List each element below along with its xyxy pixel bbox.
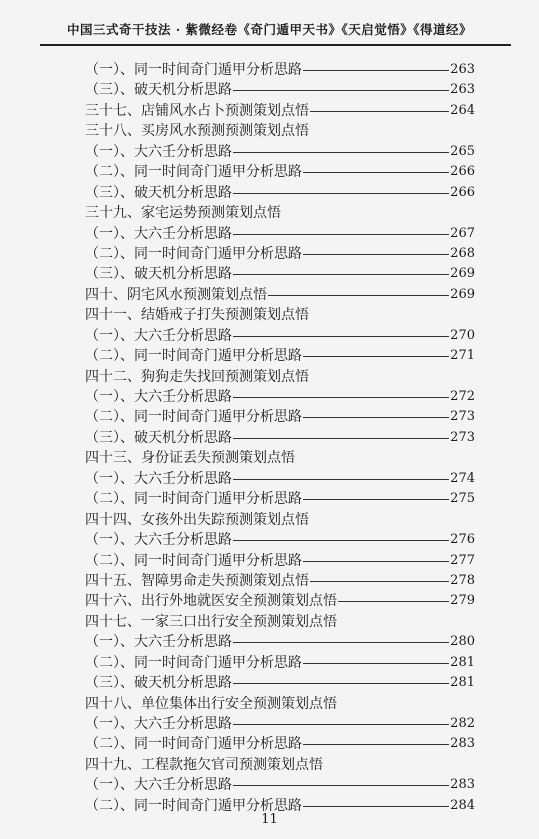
toc-entry-label: （三）、破天机分析思路 [85,429,232,446]
toc-entry-page: 283 [450,736,475,752]
toc-section-entry [85,632,475,652]
toc-entry-label: 四十九、工程款拖欠官司预测策划点悟 [85,756,323,773]
toc-entry-label: 三十九、家宅运势预测策划点悟 [85,205,281,222]
toc-entry-label: （三）、破天机分析思路 [85,82,232,99]
toc-section-entry [85,551,475,571]
toc-chapter-entry [85,121,475,141]
toc-leader-line [303,417,449,418]
toc-entry-label: 四十四、女孩外出失踪预测策划点悟 [85,511,309,528]
toc-leader-line [233,479,449,480]
toc-entry-label: 四十七、一家三口出行安全预测策划点悟 [85,613,337,630]
toc-leader-line [233,90,449,91]
toc-entry-page: 268 [450,245,475,261]
toc-chapter-entry [85,612,475,632]
toc-entry-page: 284 [450,797,475,813]
toc-section-entry [85,407,475,427]
running-header: 中国三式奇干技法 · 紫微经卷《奇门遁甲天书》《天启觉悟》《得道经》 [66,22,473,37]
toc-leader-line [233,234,449,235]
toc-chapter-entry [85,305,475,325]
toc-chapter-entry [85,101,475,121]
toc-leader-line [233,724,449,725]
toc-entry-page: 266 [450,164,475,180]
toc-entry-page: 263 [450,82,475,98]
toc-chapter-entry [85,285,475,305]
toc-entry-page: 281 [450,654,475,670]
toc-entry-label: 四十、阴宅风水预测策划点悟 [85,286,267,303]
toc-entry-page: 281 [450,675,475,691]
toc-leader-line [233,193,449,194]
toc-entry-page: 279 [450,593,475,609]
toc-entry-label: （一）、大六壬分析思路 [85,716,232,732]
toc-entry-page: 271 [450,348,475,364]
toc-entry-label: 四十二、狗狗走失找回预测策划点悟 [85,368,309,385]
toc-chapter-entry [85,571,475,591]
toc-section-entry [85,346,475,366]
toc-entry-page: 263 [450,62,475,77]
toc-leader-line [233,336,449,337]
toc-leader-line [233,152,449,153]
toc-entry-page: 280 [450,634,475,650]
toc-entry-label: （二）、同一时间奇门遁甲分析思路 [85,245,302,262]
toc-entry-label: 四十一、结婚戒子打失预测策划点悟 [85,307,309,324]
toc-leader-line [233,785,449,786]
toc-chapter-entry [85,694,475,714]
table-of-contents [85,60,475,816]
toc-entry-page: 264 [450,102,475,118]
toc-chapter-entry [85,203,475,223]
toc-section-entry [85,264,475,284]
toc-entry-page: 274 [450,470,475,486]
toc-section-entry [85,428,475,448]
toc-entry-label: （三）、破天机分析思路 [85,675,232,692]
toc-entry-label: （二）、同一时间奇门遁甲分析思路 [85,348,302,365]
toc-leader-line [233,274,449,275]
toc-entry-label: （一）、大六壬分析思路 [85,389,232,405]
toc-entry-label: （二）、同一时间奇门遁甲分析思路 [85,736,302,753]
toc-leader-line [233,683,449,684]
toc-entry-label: 四十八、单位集体出行安全预测策划点悟 [85,695,337,712]
toc-section-entry [85,142,475,162]
toc-entry-page: 277 [450,552,475,568]
toc-leader-line [233,642,449,643]
toc-entry-label: （二）、同一时间奇门遁甲分析思路 [85,164,302,181]
toc-leader-line [303,356,449,357]
toc-entry-label: 四十三、身份证丢失预测策划点悟 [85,450,295,467]
toc-entry-label: （一）、大六壬分析思路 [85,470,232,487]
toc-chapter-entry [85,591,475,611]
toc-entry-page: 269 [450,266,475,282]
toc-entry-page: 269 [450,286,475,302]
toc-entry-page: 273 [450,429,475,445]
header-rule [40,44,511,46]
toc-leader-line [338,601,449,602]
toc-section-entry [85,489,475,509]
toc-section-entry [85,80,475,100]
toc-leader-line [310,111,449,112]
toc-section-entry [85,653,475,673]
toc-section-entry [85,734,475,754]
toc-entry-page: 282 [450,716,475,731]
toc-chapter-entry [85,367,475,387]
toc-entry-label: （二）、同一时间奇门遁甲分析思路 [85,797,302,814]
toc-entry-label: 四十六、出行外地就医安全预测策划点悟 [85,593,337,610]
toc-entry-page: 283 [450,777,475,793]
toc-leader-line [303,806,449,807]
toc-section-entry [85,244,475,264]
toc-entry-label: （二）、同一时间奇门遁甲分析思路 [85,552,302,569]
toc-leader-line [233,438,449,439]
toc-entry-label: 三十七、店铺风水占卜预测策划点悟 [85,102,309,119]
toc-entry-label: （一）、大六壬分析思路 [85,225,232,242]
toc-entry-page: 266 [450,184,475,200]
toc-section-entry [85,673,475,693]
toc-leader-line [303,70,449,71]
toc-leader-line [303,254,449,255]
toc-entry-page: 273 [450,409,475,425]
toc-leader-line [268,295,449,296]
toc-chapter-entry [85,448,475,468]
toc-entry-page: 267 [450,225,475,241]
toc-section-entry [85,775,475,795]
toc-leader-line [233,540,449,541]
toc-entry-label: 三十八、买房风水预测预测策划点悟 [85,123,309,140]
toc-entry-label: （一）、大六壬分析思路 [85,777,232,794]
toc-entry-page: 276 [450,532,475,548]
page-number: 11 [261,812,278,827]
toc-entry-label: （一）、大六壬分析思路 [85,143,232,160]
toc-section-entry [85,60,475,80]
toc-section-entry [85,530,475,550]
toc-entry-label: （三）、破天机分析思路 [85,184,232,201]
toc-entry-label: （二）、同一时间奇门遁甲分析思路 [85,491,302,508]
toc-entry-page: 265 [450,143,475,159]
toc-entry-page: 272 [450,389,475,404]
toc-leader-line [303,744,449,745]
toc-leader-line [303,499,449,500]
toc-section-entry [85,162,475,182]
toc-chapter-entry [85,755,475,775]
toc-entry-label: （一）、大六壬分析思路 [85,634,232,651]
toc-leader-line [303,172,449,173]
toc-chapter-entry [85,510,475,530]
toc-entry-page: 275 [450,491,475,507]
toc-section-entry [85,387,475,407]
toc-section-entry [85,183,475,203]
toc-section-entry [85,326,475,346]
toc-entry-label: 四十五、智障男命走失预测策划点悟 [85,572,309,589]
toc-entry-label: （一）、大六壬分析思路 [85,327,232,344]
toc-entry-label: （一）、大六壬分析思路 [85,532,232,549]
toc-entry-page: 278 [450,572,475,588]
toc-entry-label: （一）、同一时间奇门遁甲分析思路 [85,62,302,78]
toc-section-entry [85,714,475,734]
toc-entry-page: 270 [450,327,475,343]
toc-leader-line [303,663,449,664]
toc-entry-label: （二）、同一时间奇门遁甲分析思路 [85,654,302,671]
toc-leader-line [310,581,449,582]
toc-leader-line [303,561,449,562]
toc-entry-label: （二）、同一时间奇门遁甲分析思路 [85,409,302,426]
toc-leader-line [233,397,449,398]
toc-entry-label: （三）、破天机分析思路 [85,266,232,283]
toc-section-entry [85,224,475,244]
toc-section-entry [85,469,475,489]
